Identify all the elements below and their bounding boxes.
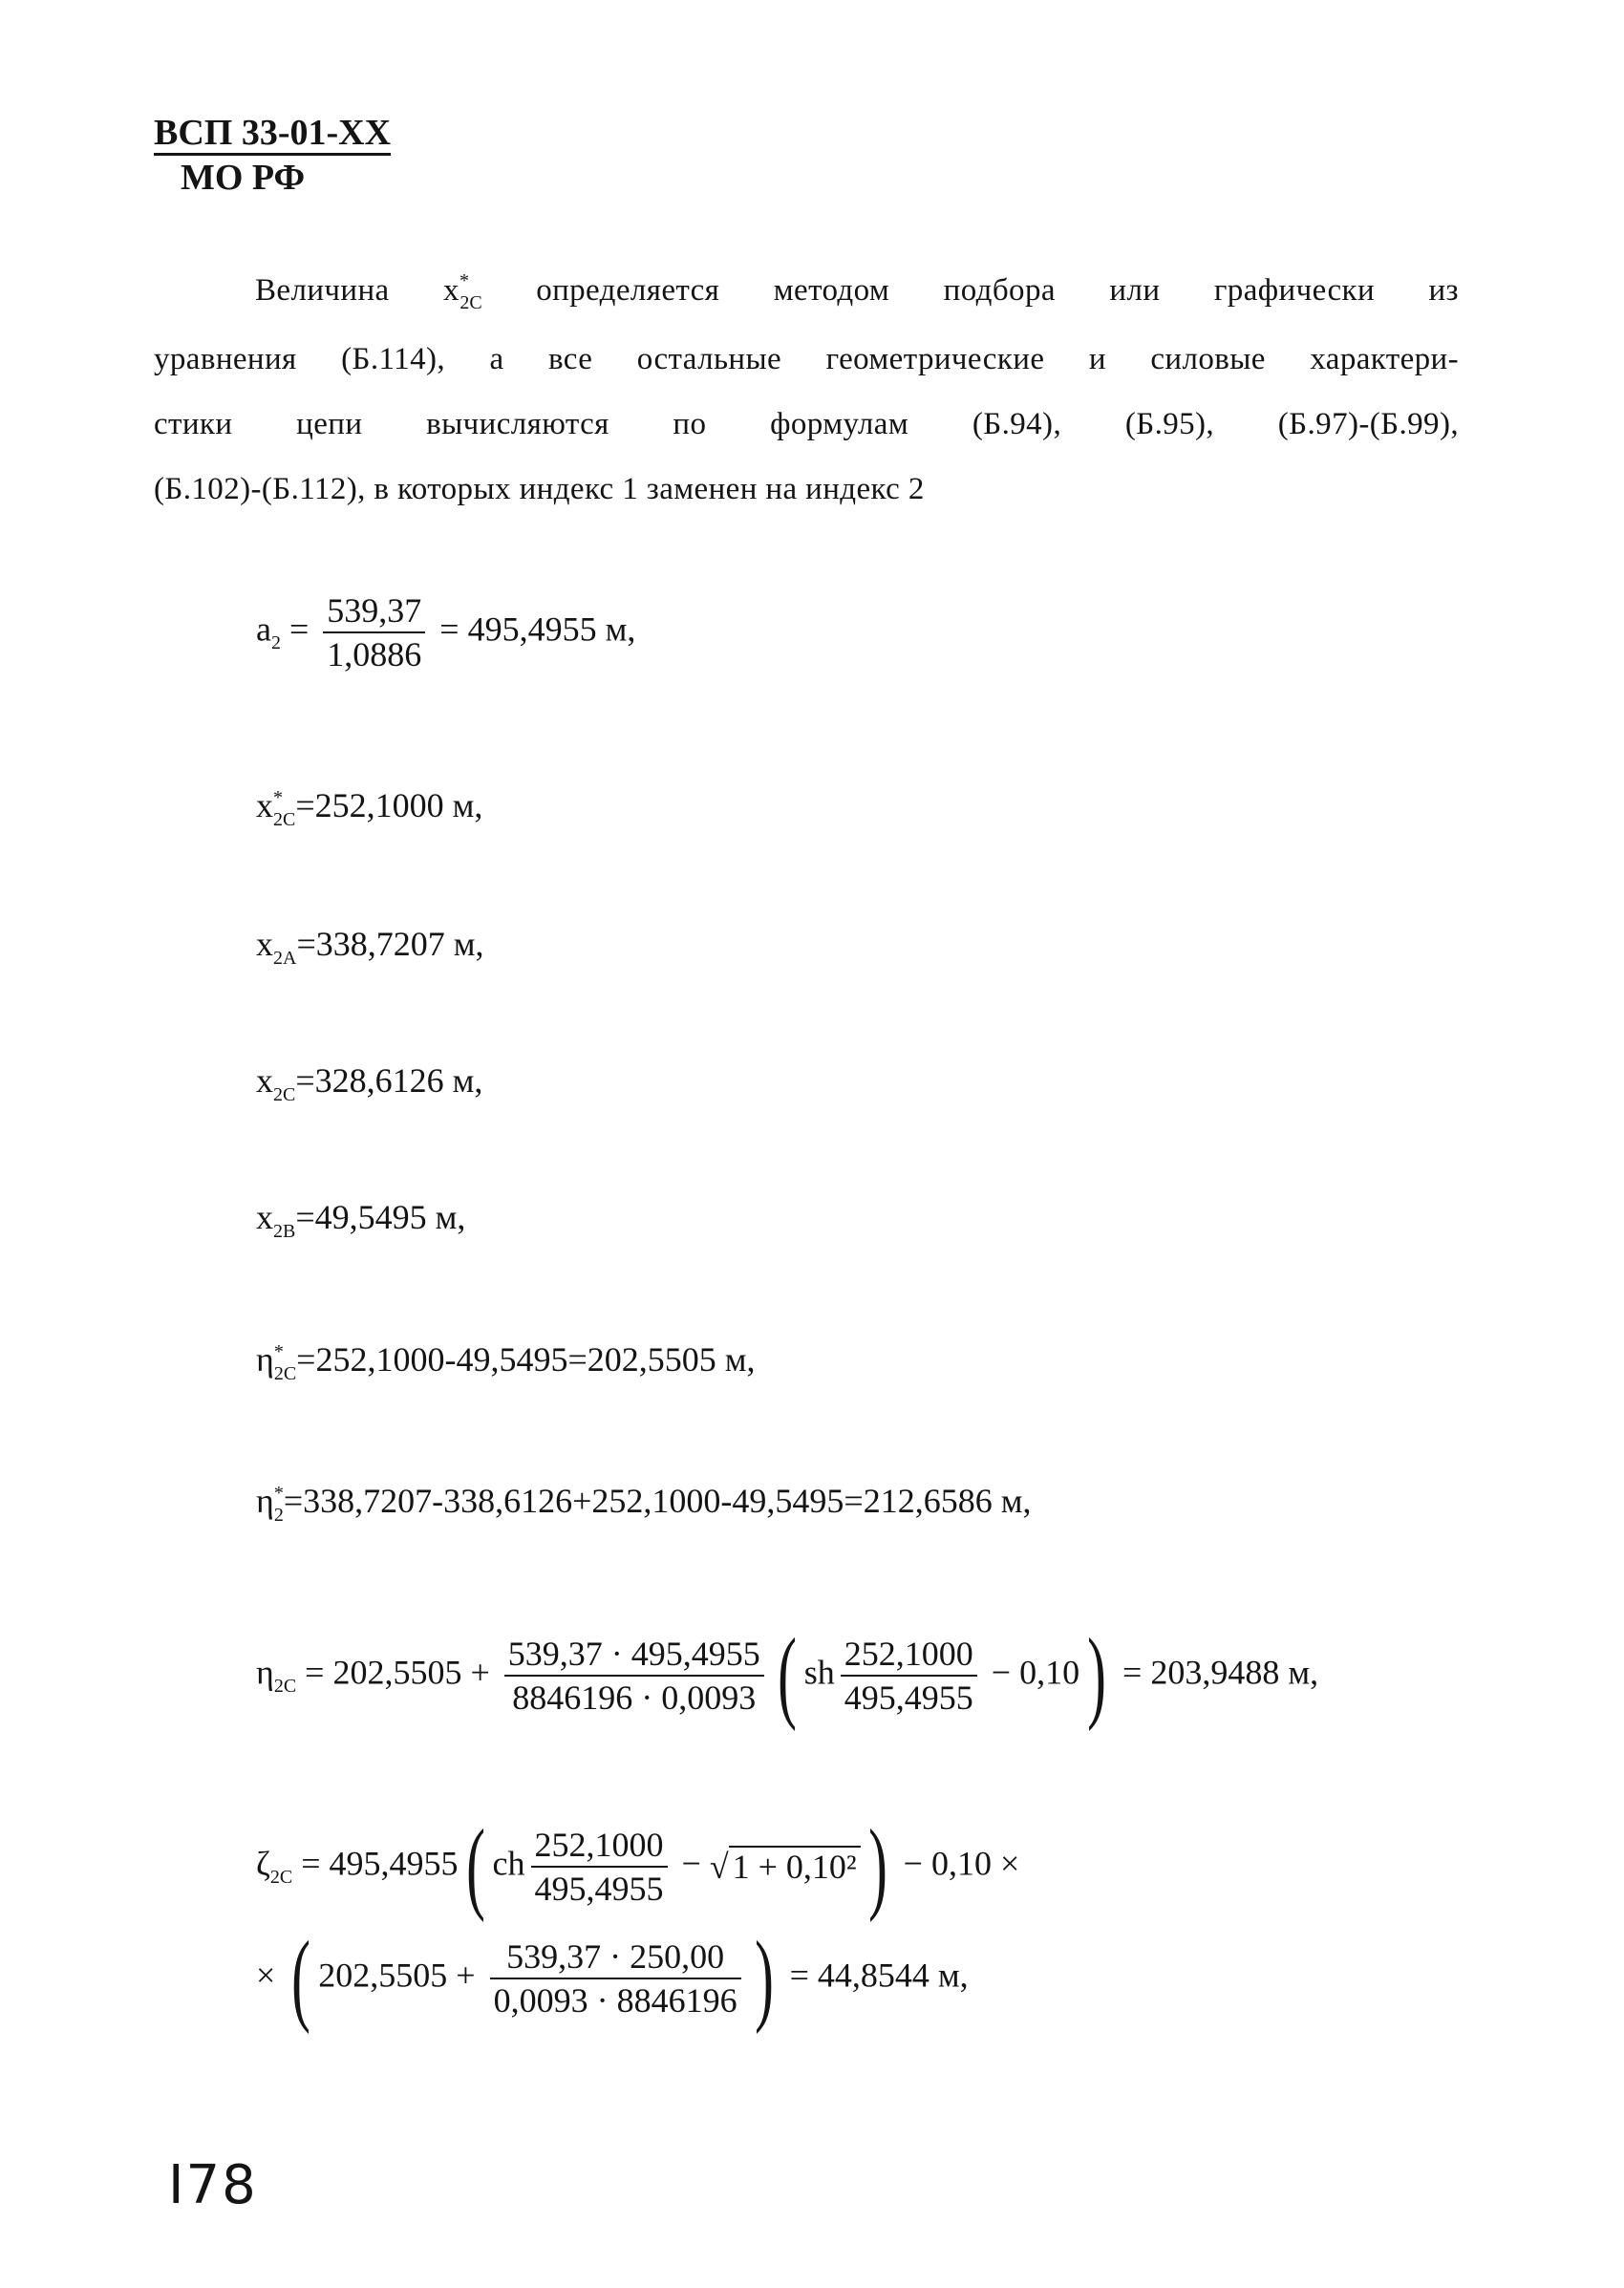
- equation-eta2c-star: $\eta^*_{2C}=252,1000-49,5495=202,5505$ м,: [256, 1340, 756, 1384]
- paragraph-line-2: уравнения (Б.114), а все остальные геометрические и силовые характери-: [154, 342, 1459, 376]
- organization: МО РФ: [181, 158, 306, 198]
- paragraph-line-1: Величина $х^*_{2С}$ определяется методом подбора или графически из: [255, 270, 1459, 313]
- paragraph-line-4: (Б.102)-(Б.112), в которых индекс 1 заменен на индекс 2: [154, 472, 925, 506]
- document-header: [154, 111, 391, 200]
- equation-eta2c: $\eta_{2C} = 202,5505$ + $\frac{539,37 \cdot 495,4955}{8846196 \cdot 0,0093}$ ( sh $\frac{252,1000}{495,4955}$ − 0,10) = 203,9488 м,: [256, 1618, 1319, 1732]
- fraction: $\frac{252,1000}{495,4955}$: [531, 1824, 668, 1910]
- equation-zeta2c-line1: $\zeta_{2C} = 495,4955$( ch $\frac{252,1000}{495,4955}$ − √ 1 + 0,10² ) − 0,10 ×: [256, 1809, 1020, 1923]
- equation-x2c-star: $x^*_{2C}=252,1000$ м,: [256, 786, 483, 830]
- page-number: I78: [168, 2154, 258, 2216]
- fraction: $\frac{539,37}{1,0886}$: [323, 589, 425, 675]
- equation-a2: $a_2$ = $\frac{539,37}{1,0886}$ = 495,4955 м,: [256, 591, 636, 674]
- equation-zeta2c-line2: × ( 202,5505 + $\frac{539,37 \cdot 250,00}{0,0093 \cdot 8846196}$ ) = 44,8544 м,: [256, 1921, 969, 2035]
- fraction: $\frac{252,1000}{495,4955}$: [841, 1633, 977, 1719]
- paragraph-line-3: стики цепи вычисляются по формулам (Б.94), (Б.95), (Б.97)-(Б.99),: [154, 407, 1459, 441]
- square-root: √ 1 + 0,10²: [710, 1847, 861, 1887]
- equation-x2c: $x_{2C}=328,6126$ м,: [256, 1061, 483, 1105]
- equation-eta2-star: $\eta^*_2=338,7207-338,6126+252,1000-49,5495=212,6586$ м,: [256, 1482, 1032, 1526]
- standard-code: ВСП 33-01-ХХ: [154, 113, 391, 156]
- fraction: $\frac{539,37 \cdot 495,4955}{8846196 \cdot 0,0093}$: [504, 1633, 764, 1719]
- equation-x2b: $x_{2B}=49,5495$ м,: [256, 1198, 466, 1242]
- equation-x2a: $x_{2A}=338,7207$ м,: [256, 925, 484, 969]
- fraction: $\frac{539,37 \cdot 250,00}{0,0093 \cdot 8846196}$: [490, 1935, 741, 2021]
- intro-paragraph: [154, 258, 1459, 522]
